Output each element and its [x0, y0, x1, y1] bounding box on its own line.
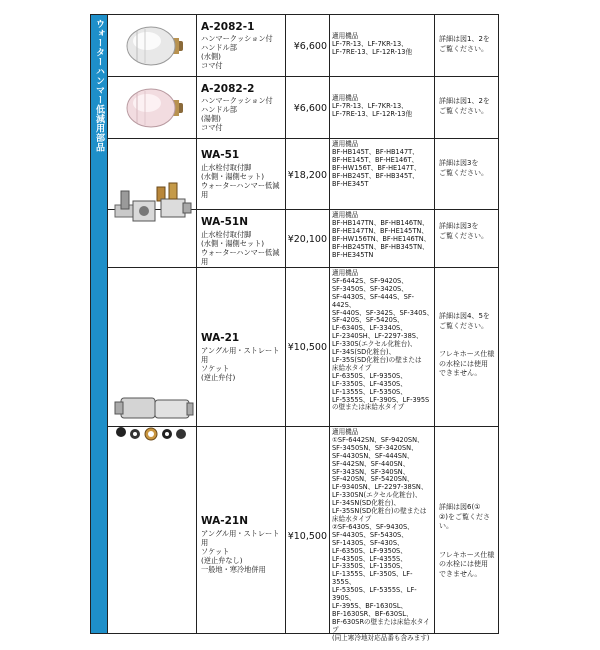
product-note: 詳細は図3を ご覧ください。 — [439, 159, 488, 177]
product-price: ¥6,600 — [293, 41, 327, 52]
models-cell — [330, 139, 435, 209]
product-name-cell — [197, 15, 286, 76]
category-title: ウォーターハンマー低減用部品 — [94, 19, 104, 152]
product-row-wa-21 — [107, 268, 499, 427]
price-cell — [286, 210, 330, 267]
product-price: ¥10,500 — [287, 342, 327, 353]
product-code: WA-51 — [201, 149, 240, 161]
product-price: ¥10,500 — [287, 531, 327, 542]
category-sidebar — [91, 15, 108, 633]
product-note: 詳細は図3を ご覧ください。 — [439, 222, 488, 240]
product-description: ハンマークッション付 ハンドル部 (水側) コマ付 — [201, 34, 273, 70]
product-row-wa-51 — [107, 139, 499, 210]
product-row-wa-51n — [107, 210, 499, 268]
product-code: WA-51N — [201, 216, 248, 228]
parts-catalog-table — [90, 14, 499, 642]
applicable-models: 適用機品 LF-7R-13、LF-7KR-13、 LF-7RE-13、LF-12R-13他 — [332, 94, 413, 118]
applicable-models: 適用機品 LF-7R-13、LF-7KR-13、 LF-7RE-13、LF-12R-13他 — [332, 32, 413, 56]
notes-cell — [435, 427, 499, 634]
pink-handle-photo — [123, 83, 185, 131]
product-description: アングル用・ストレート用 ソケット (逆止弁付) — [201, 346, 280, 382]
product-name-cell — [197, 139, 286, 209]
product-image-cell — [107, 77, 197, 138]
product-row-wa-21n — [107, 427, 499, 642]
product-row-a-2082-2 — [107, 77, 499, 139]
product-code: WA-21 — [201, 332, 240, 344]
product-image-cell — [107, 15, 197, 76]
notes-cell — [435, 210, 499, 267]
product-name-cell — [197, 427, 286, 634]
product-description: 止水栓付取付脚 (水側・湯側セット) ウォーターハンマー低減用 — [201, 163, 280, 199]
white-handle-photo — [123, 21, 185, 69]
notes-cell — [435, 77, 499, 138]
price-cell — [286, 139, 330, 209]
notes-cell — [435, 268, 499, 426]
models-cell — [330, 210, 435, 267]
product-note: 詳細は図4、5を ご覧ください。 フレキホース仕様 の水栓には使用 できません。 — [439, 312, 495, 377]
product-code: A-2082-2 — [201, 83, 255, 95]
product-note: 詳細は図1、2を ご覧ください。 — [439, 97, 490, 115]
product-note: 詳細は図6(① ②)をご覧くださ い。 フレキホース仕様 の水栓には使用 できません。 — [439, 503, 495, 578]
price-cell — [286, 77, 330, 138]
product-description: アングル用・ストレート用 ソケット (逆止弁なし) 一般地・寒冷地併用 — [201, 529, 280, 574]
applicable-models: 適用機品 BF-HB145T、BF-HB147T、 BF-HE145T、BF-HE146T、 BF-HW156T、BF-HE147T、 BF-HB245T、BF-HB345T、 BF-HE345T — [332, 140, 421, 188]
notes-cell — [435, 15, 499, 76]
models-cell — [330, 15, 435, 76]
product-description: 止水栓付取付脚 (水側・湯側セット) ウォーターハンマー低減用 — [201, 230, 280, 266]
models-cell — [330, 427, 435, 642]
product-code: A-2082-1 — [201, 21, 255, 33]
product-price: ¥20,100 — [287, 234, 327, 245]
product-note: 詳細は図1、2を ご覧ください。 — [439, 35, 490, 53]
applicable-models: 適用機品 ①SF-6442SN、SF-9420SN、 SF-3450SN、SF-3420SN、 SF-4430SN、SF-444SN、 SF-442SN、SF-440SN、 SF-343SN、SF-340SN、 SF-420SN、SF-5420SN、 LF-9340SN、LF-2297-38SN、 LF-330SN(エクセル化粧台)、 LF-34SN(SD化粧台)、 LF-35SN(SD化粧台)の壁または 床給水タイプ ②SF-6430S、SF-9430S、 SF-4430S、SF-5430S、 SF-1430S、SF-430S、 LF-6350S、LF-9350S、 LF-4350S、LF-4355S、 LF-3350S、LF-1350S、 LF-1355S、LF-350S、LF-355S、 LF-5350S、LF-5355S、LF-390S、 LF-395S、BF-1630SL、 BF-1630SR、BF-630SL、 BF-630SRの壁または床給水タイプ (同上寒冷地対応品番も含みます) — [332, 428, 430, 642]
product-price: ¥6,600 — [293, 103, 327, 114]
price-cell — [286, 15, 330, 76]
product-price: ¥18,200 — [287, 170, 327, 181]
applicable-models: 適用機品 BF-HB147TN、BF-HB146TN、 BF-HE147TN、BF-HE145TN、 BF-HW156TN、BF-HE146TN、 BF-HB245TN、BF-HB345TN、 BF-HE345TN — [332, 211, 431, 259]
price-cell — [286, 268, 330, 426]
models-cell — [330, 268, 435, 426]
product-name-cell — [197, 268, 286, 426]
applicable-models: 適用機品 SF-6442S、SF-9420S、 SF-3450S、SF-3420S、 SF-4430S、SF-444S、SF-442S、 SF-440S、SF-342S、SF-340S、 SF-420S、SF-5420S、 LF-6340S、LF-3340S、 LF-2340SH、LF-2297-38S、 LF-330S(エクセル化粧台)、 LF-34S(SD化粧台)、 LF-35S(SD化粧台)の壁または 床給水タイプ LF-6350S、LF-9350S、 LF-3350S、LF-4350S、 LF-1355S、LF-5350S、 LF-5355S、LF-390S、LF-395S の壁または床給水タイプ — [332, 269, 434, 412]
product-description: ハンマークッション付 ハンドル部 (湯側) コマ付 — [201, 96, 273, 132]
models-cell — [330, 77, 435, 138]
price-cell — [286, 427, 330, 634]
notes-cell — [435, 139, 499, 209]
product-name-cell — [197, 77, 286, 138]
product-code: WA-21N — [201, 515, 248, 527]
product-row-a-2082-1 — [107, 15, 499, 77]
product-name-cell — [197, 210, 286, 267]
